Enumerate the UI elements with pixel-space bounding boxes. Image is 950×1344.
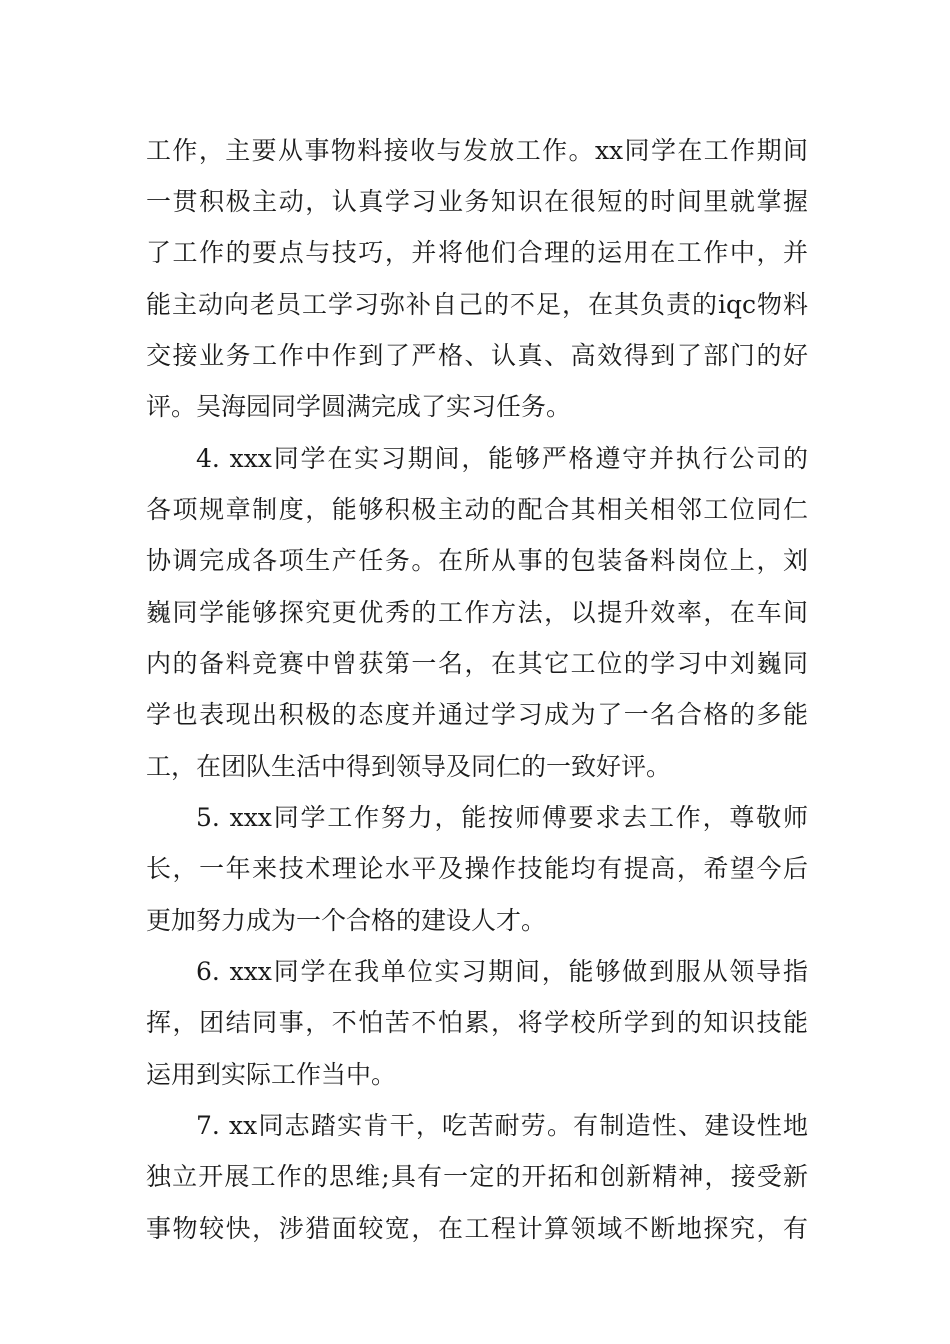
text-line: 工，在团队生活中得到领导及同仁的一致好评。: [146, 752, 672, 781]
paragraph-6-first-line: 6. xxx同学在我单位实习期间，能够做到服从领导指: [196, 957, 808, 986]
text-line: 更加努力成为一个合格的建设人才。: [146, 906, 547, 935]
text-line: 交接业务工作中作到了严格、认真、高效得到了部门的好: [146, 341, 808, 370]
text-line: 独立开展工作的思维;具有一定的开拓和创新精神，接受新: [146, 1162, 808, 1191]
text-line: 运用到实际工作当中。: [146, 1060, 397, 1089]
text-line: 了工作的要点与技巧，并将他们合理的运用在工作中，并: [146, 238, 808, 267]
text-line: 挥，团结同事，不怕苦不怕累，将学校所学到的知识技能: [146, 1008, 808, 1037]
text-line: 一贯积极主动，认真学习业务知识在很短的时间里就掌握: [146, 187, 808, 216]
text-line: 工作，主要从事物料接收与发放工作。xx同学在工作期间: [146, 136, 808, 165]
text-line: 学也表现出积极的态度并通过学习成为了一名合格的多能: [146, 700, 808, 729]
text-line: 巍同学能够探究更优秀的工作方法，以提升效率，在车间: [146, 598, 808, 627]
text-line: 内的备料竞赛中曾获第一名，在其它工位的学习中刘巍同: [146, 649, 808, 678]
paragraph-5-first-line: 5. xxx同学工作努力，能按师傅要求去工作，尊敬师: [196, 803, 808, 832]
paragraph-7-first-line: 7. xx同志踏实肯干，吃苦耐劳。有制造性、建设性地: [196, 1111, 808, 1140]
text-line: 协调完成各项生产任务。在所从事的包装备料岗位上，刘: [146, 546, 808, 575]
text-line: 事物较快，涉猎面较宽，在工程计算领域不断地探究，有: [146, 1214, 808, 1243]
text-line: 能主动向老员工学习弥补自己的不足，在其负责的iqc物料: [146, 290, 808, 319]
text-line: 评。吴海园同学圆满完成了实习任务。: [146, 392, 572, 421]
text-line: 长，一年来技术理论水平及操作技能均有提高，希望今后: [146, 854, 808, 883]
text-line: 各项规章制度，能够积极主动的配合其相关相邻工位同仁: [146, 495, 808, 524]
paragraph-4-first-line: 4. xxx同学在实习期间，能够严格遵守并执行公司的: [196, 444, 808, 473]
